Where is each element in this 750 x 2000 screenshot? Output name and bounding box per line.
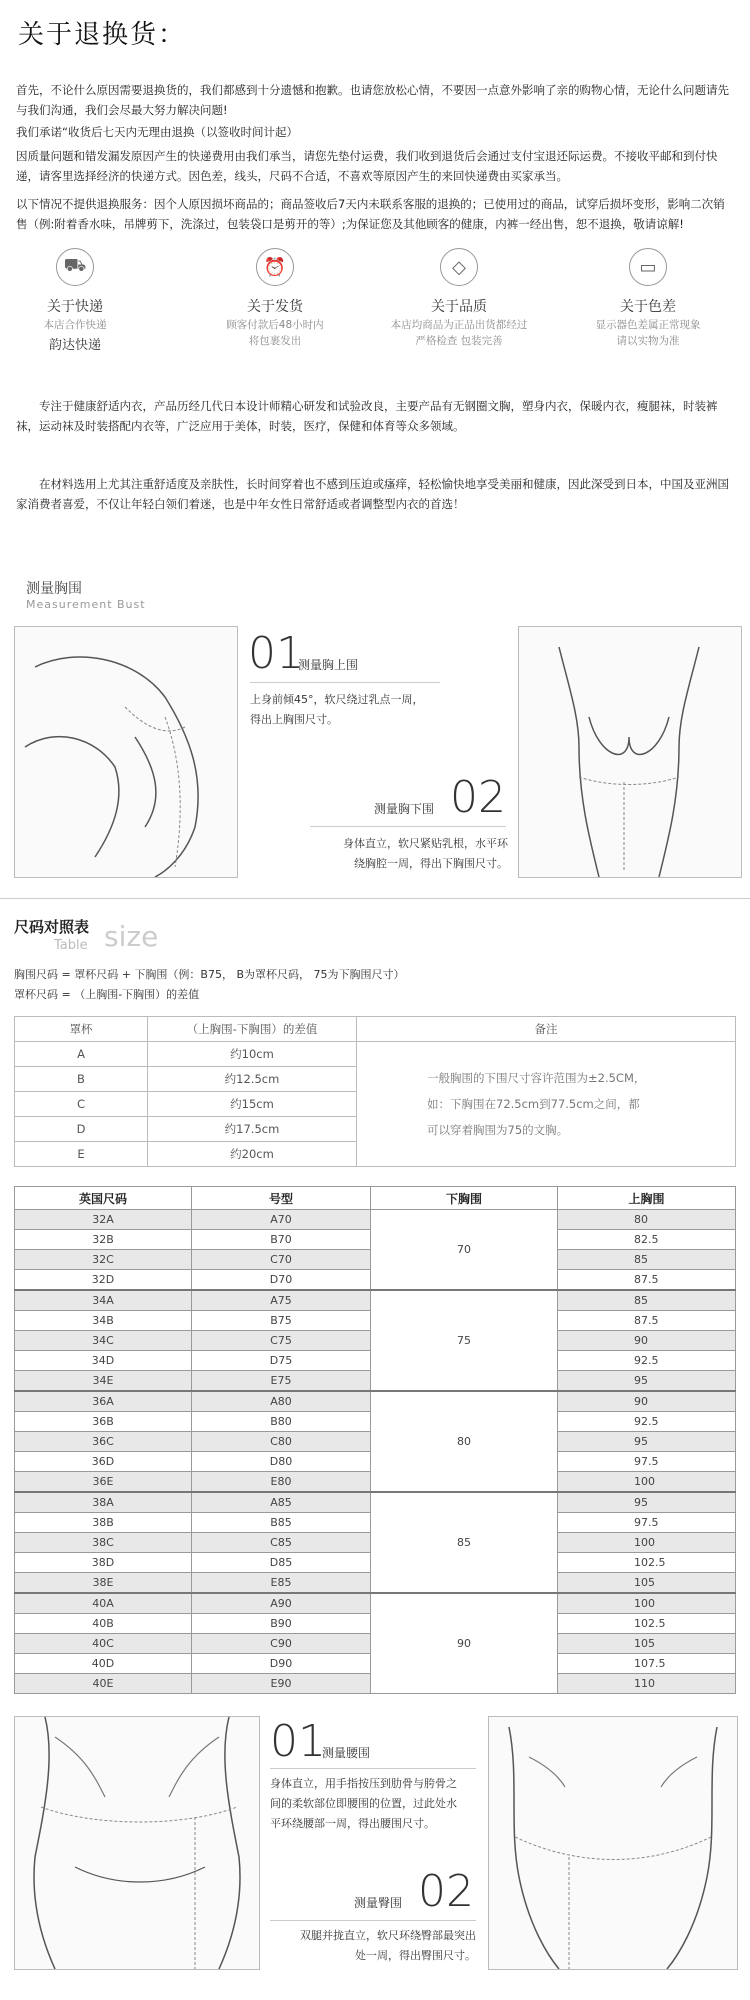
- table-cell: C80: [192, 1432, 371, 1452]
- table-cell: 40C: [15, 1634, 192, 1654]
- bust-step2-desc: [312, 834, 508, 874]
- table-cell: 38E: [15, 1573, 192, 1594]
- desc-line: 得出上胸围尺寸。: [250, 713, 338, 726]
- size-header: 英国尺码: [15, 1187, 192, 1210]
- table-cell: 95: [558, 1371, 736, 1392]
- diff-cell: 约20cm: [148, 1142, 357, 1167]
- table-cell: 36C: [15, 1432, 192, 1452]
- feature-line: 显示器色差属正常现象: [595, 319, 701, 331]
- desc-line: 双腿并拢直立，软尺环绕臀部最突出: [300, 1929, 476, 1942]
- table-cell: 40E: [15, 1674, 192, 1694]
- table-cell: 87.5: [558, 1270, 736, 1291]
- bust-section-subtitle: Measurement Bust: [26, 598, 146, 611]
- bust-illustration-left: [14, 626, 238, 878]
- table-cell: 100: [558, 1472, 736, 1493]
- note-line: 如：下胸围在72.5cm到77.5cm之间，都: [427, 1097, 640, 1111]
- feature-title: 关于快递: [47, 299, 103, 315]
- cup-cell: D: [15, 1117, 148, 1142]
- intro-paragraph-2: 在材料选用上尤其注重舒适度及亲肤性，长时间穿着也不感到压迫或瘙痒，轻松愉快地享受美丽和健康，因此深受到日本，中国及亚洲国家消费者喜爱，不仅让年轻白领们着迷，也是中年女性日常舒适或者调整型内衣的首选！: [16, 477, 729, 511]
- waist-step1-desc: [270, 1774, 457, 1834]
- waist-step2-desc: [270, 1926, 476, 1966]
- cup-table: [14, 1016, 736, 1167]
- desc-line: 身体直立，用手指按压到肋骨与胯骨之: [270, 1777, 457, 1790]
- divider: [250, 682, 440, 683]
- size-header: 上胸围: [558, 1187, 736, 1210]
- cup-cell: E: [15, 1142, 148, 1167]
- truck-icon: ⛟: [56, 248, 94, 286]
- table-cell: 32B: [15, 1230, 192, 1250]
- bust-step2-number: 02: [450, 772, 506, 823]
- table-row: [15, 1210, 736, 1230]
- table-cell: 32D: [15, 1270, 192, 1291]
- table-cell: 92.5: [558, 1412, 736, 1432]
- note-cell: [357, 1042, 736, 1167]
- table-cell: 97.5: [558, 1452, 736, 1472]
- note-header: 备注: [357, 1017, 736, 1042]
- policy-paragraph-4: 以下情况不提供退换服务：因个人原因损坏商品的；商品签收后7天内未联系客服的退换的；已使用过的商品，试穿后损坏变形，影响二次销售（例:附着香水味，吊牌剪下，洗涤过，包装袋口是剪开的等）;为保证您及其他顾客的健康，内裤一经出售，恕不退换，敬请谅解!: [16, 197, 725, 231]
- table-cell: 36D: [15, 1452, 192, 1472]
- table-cell: 70: [371, 1210, 558, 1291]
- feature-line: 韵达快递: [48, 338, 101, 353]
- table-cell: 80: [558, 1210, 736, 1230]
- table-cell: D80: [192, 1452, 371, 1472]
- desc-line: 间的柔软部位即腰围的位置，过此处水: [270, 1797, 457, 1810]
- feature-title: 关于发货: [247, 299, 303, 315]
- table-cell: A90: [192, 1593, 371, 1614]
- desc-line: 绕胸腔一周，得出下胸围尺寸。: [354, 857, 508, 870]
- feature-row: [0, 248, 750, 358]
- diamond-icon: ◇: [440, 248, 478, 286]
- waist-illustration-left: [14, 1716, 260, 1970]
- table-row: [15, 1391, 736, 1412]
- diff-header: （上胸围-下胸围）的差值: [148, 1017, 357, 1042]
- table-cell: C90: [192, 1634, 371, 1654]
- table-cell: 40A: [15, 1593, 192, 1614]
- table-row: [15, 1593, 736, 1614]
- feature-title: 关于品质: [431, 299, 487, 315]
- section-divider: [0, 898, 750, 899]
- figure-front-icon: [519, 627, 741, 877]
- feature-title: 关于色差: [620, 299, 676, 315]
- monitor-icon: ▭: [629, 248, 667, 286]
- table-cell: 34A: [15, 1290, 192, 1311]
- waist-step2-label: 测量臀围: [354, 1896, 403, 1910]
- table-cell: 110: [558, 1674, 736, 1694]
- bust-step1-number: 01: [248, 628, 304, 679]
- bust-section-title: 测量胸围: [26, 581, 82, 597]
- size-table-subtitle-large: size: [104, 920, 159, 953]
- table-cell: 90: [558, 1331, 736, 1351]
- table-cell: 32C: [15, 1250, 192, 1270]
- waist-step2-number: 02: [418, 1866, 474, 1917]
- feature-line: 顾客付款后48小时内: [226, 319, 324, 331]
- table-cell: 80: [371, 1391, 558, 1492]
- table-cell: 90: [558, 1391, 736, 1412]
- table-cell: 36A: [15, 1391, 192, 1412]
- cup-header: 罩杯: [15, 1017, 148, 1042]
- table-cell: 85: [558, 1250, 736, 1270]
- table-cell: 100: [558, 1593, 736, 1614]
- table-cell: A75: [192, 1290, 371, 1311]
- size-header: 下胸围: [371, 1187, 558, 1210]
- diff-cell: 约10cm: [148, 1042, 357, 1067]
- table-cell: 85: [371, 1492, 558, 1593]
- size-table-title: 尺码对照表: [14, 918, 90, 936]
- desc-line: 处一周，得出臀围尺寸。: [355, 1949, 476, 1962]
- table-cell: 38D: [15, 1553, 192, 1573]
- bust-step2-label: 测量胸下围: [374, 802, 435, 816]
- table-cell: B70: [192, 1230, 371, 1250]
- table-cell: E85: [192, 1573, 371, 1594]
- table-cell: D70: [192, 1270, 371, 1291]
- feature-line: 严格检查 包装完善: [415, 335, 503, 347]
- table-cell: D85: [192, 1553, 371, 1573]
- table-cell: 95: [558, 1492, 736, 1513]
- table-cell: 90: [371, 1593, 558, 1694]
- note-line: 可以穿着胸围为75的文胸。: [427, 1123, 569, 1137]
- policy-paragraph-1: 首先，不论什么原因需要退换货的，我们都感到十分遗憾和抱歉。也请您放松心情，不要因一点意外影响了亲的购物心情，无论什么问题请先与我们沟通，我们会尽最大努力解决问题!: [16, 83, 729, 117]
- table-cell: 38B: [15, 1513, 192, 1533]
- table-cell: C75: [192, 1331, 371, 1351]
- desc-line: 身体直立，软尺紧贴乳根，水平环: [343, 837, 508, 850]
- bust-illustration-right: [518, 626, 742, 878]
- size-header: 号型: [192, 1187, 371, 1210]
- divider: [310, 826, 506, 827]
- feature-line: 本店均商品为正品出货都经过: [390, 319, 528, 331]
- formula-2: 罩杯尺码 = （上胸围-下胸围）的差值: [14, 988, 200, 1001]
- table-cell: 32A: [15, 1210, 192, 1230]
- table-cell: 87.5: [558, 1311, 736, 1331]
- table-cell: 95: [558, 1432, 736, 1452]
- table-cell: B75: [192, 1311, 371, 1331]
- table-cell: 92.5: [558, 1351, 736, 1371]
- diff-cell: 约17.5cm: [148, 1117, 357, 1142]
- feature-express: [0, 248, 150, 353]
- policy-paragraph-2: 我们承诺“收货后七天内无理由退换（以签收时间计起）: [16, 125, 298, 139]
- size-table: [14, 1186, 736, 1694]
- table-cell: 97.5: [558, 1513, 736, 1533]
- table-cell: 75: [371, 1290, 558, 1391]
- diff-cell: 约15cm: [148, 1092, 357, 1117]
- table-cell: A80: [192, 1391, 371, 1412]
- table-cell: E75: [192, 1371, 371, 1392]
- divider: [270, 1920, 476, 1921]
- size-table-subtitle-small: Table: [54, 938, 88, 953]
- table-cell: 36E: [15, 1472, 192, 1493]
- table-cell: E90: [192, 1674, 371, 1694]
- page-title: 关于退换货：: [18, 20, 187, 50]
- cup-cell: B: [15, 1067, 148, 1092]
- table-cell: 36B: [15, 1412, 192, 1432]
- feature-quality: [384, 248, 534, 348]
- table-cell: B90: [192, 1614, 371, 1634]
- table-cell: 34C: [15, 1331, 192, 1351]
- feature-color: [573, 248, 723, 348]
- table-cell: 85: [558, 1290, 736, 1311]
- feature-shipping: [200, 248, 350, 348]
- table-cell: 102.5: [558, 1614, 736, 1634]
- table-row: [15, 1290, 736, 1311]
- table-cell: A70: [192, 1210, 371, 1230]
- table-cell: 34B: [15, 1311, 192, 1331]
- table-cell: 40D: [15, 1654, 192, 1674]
- table-cell: 105: [558, 1634, 736, 1654]
- table-cell: 34D: [15, 1351, 192, 1371]
- bust-step1-desc: [250, 690, 424, 730]
- table-cell: 102.5: [558, 1553, 736, 1573]
- diff-cell: 约12.5cm: [148, 1067, 357, 1092]
- figure-torso-icon: [15, 627, 237, 877]
- desc-line: 平环绕腰部一周，得出腰围尺寸。: [270, 1817, 435, 1830]
- table-cell: 38A: [15, 1492, 192, 1513]
- desc-line: 上身前倾45°，软尺绕过乳点一周，: [250, 693, 424, 706]
- table-cell: 34E: [15, 1371, 192, 1392]
- clock-icon: ⏰: [256, 248, 294, 286]
- table-cell: E80: [192, 1472, 371, 1493]
- note-line: 一般胸围的下围尺寸容许范围为±2.5CM，: [427, 1071, 646, 1085]
- table-cell: 105: [558, 1573, 736, 1594]
- feature-line: 本店合作快递: [43, 319, 107, 331]
- table-cell: A85: [192, 1492, 371, 1513]
- table-cell: 100: [558, 1533, 736, 1553]
- divider: [270, 1768, 476, 1769]
- bust-step1-label: 测量胸上围: [298, 658, 359, 672]
- waist-step1-number: 01: [270, 1716, 326, 1767]
- table-cell: C70: [192, 1250, 371, 1270]
- intro-paragraph-1: 专注于健康舒适内衣，产品历经几代日本设计师精心研发和试验改良，主要产品有无钢圈文胸，塑身内衣，保暖内衣，瘦腿袜，时装裤袜，运动袜及时装搭配内衣等，广泛应用于美体，时装，医疗，保健和体育等众多领域。: [16, 399, 718, 433]
- table-cell: 82.5: [558, 1230, 736, 1250]
- waist-illustration-right: [488, 1716, 738, 1970]
- cup-cell: A: [15, 1042, 148, 1067]
- table-cell: C85: [192, 1533, 371, 1553]
- feature-line: 请以实物为准: [616, 335, 680, 347]
- table-cell: D90: [192, 1654, 371, 1674]
- cup-cell: C: [15, 1092, 148, 1117]
- table-cell: 38C: [15, 1533, 192, 1553]
- figure-hips-icon: [15, 1717, 259, 1969]
- figure-side-icon: [489, 1717, 737, 1969]
- table-cell: B80: [192, 1412, 371, 1432]
- formula-1: 胸围尺码 = 罩杯尺码 + 下胸围（例：B75， B为罩杯尺码， 75为下胸围尺寸）: [14, 968, 405, 981]
- table-row: [15, 1492, 736, 1513]
- table-cell: 107.5: [558, 1654, 736, 1674]
- feature-line: 将包裹发出: [248, 335, 302, 347]
- waist-step1-label: 测量腰围: [322, 1746, 371, 1760]
- table-cell: 40B: [15, 1614, 192, 1634]
- table-cell: D75: [192, 1351, 371, 1371]
- policy-paragraph-3: 因质量问题和错发漏发原因产生的快递费用由我们承当，请您先垫付运费，我们收到退货后会通过支付宝退还际运费。不接收平邮和到付快递，请客里选择经济的快递方式。因色差，线头，尺码不合适，不喜欢等原因产生的来回快递费由买家承当。: [16, 149, 718, 183]
- table-cell: B85: [192, 1513, 371, 1533]
